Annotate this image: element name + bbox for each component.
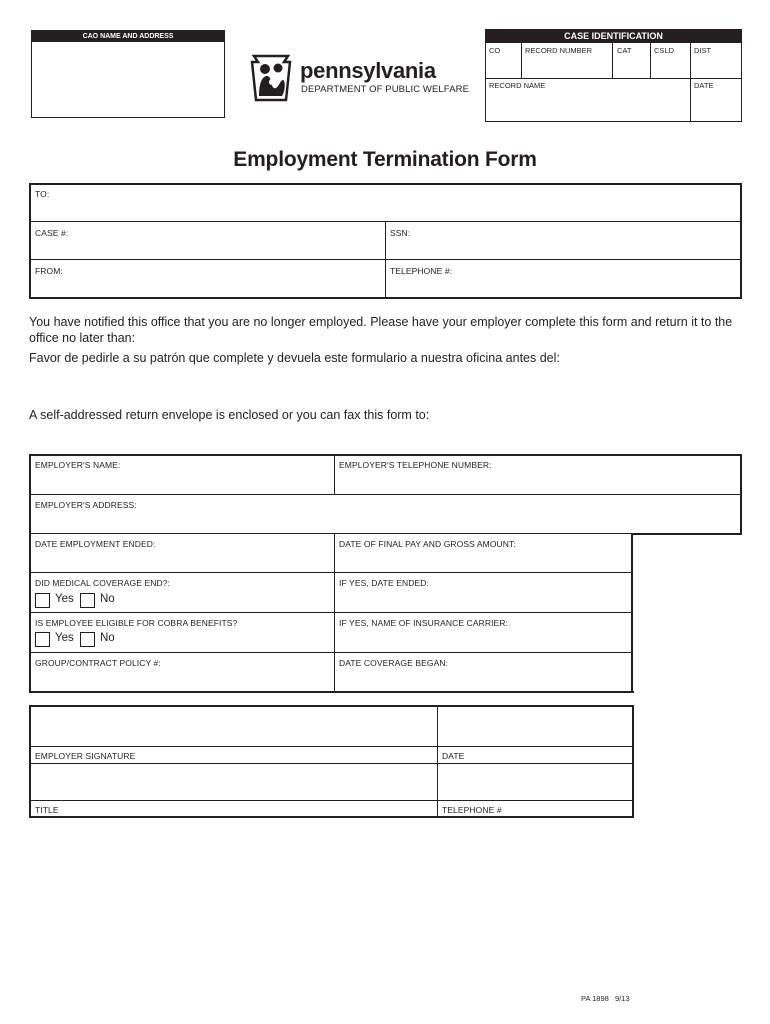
case-co-label: CO bbox=[489, 46, 501, 55]
medical-yes-label: Yes bbox=[55, 593, 74, 605]
cao-box[interactable] bbox=[31, 30, 225, 118]
medical-yes-checkbox[interactable] bbox=[35, 593, 50, 608]
policy-number-field[interactable] bbox=[32, 669, 333, 690]
logo-department: DEPARTMENT OF PUBLIC WELFARE bbox=[301, 84, 470, 95]
cobra-no-label: No bbox=[100, 632, 115, 644]
case-cat-field[interactable] bbox=[613, 56, 650, 78]
medical-no-label: No bbox=[100, 593, 115, 605]
case-cat-label: CAT bbox=[617, 46, 632, 55]
form-id: PA 1898 9/13 bbox=[581, 994, 630, 1003]
employer-signature-field[interactable] bbox=[32, 708, 436, 745]
coverage-began-label: DATE COVERAGE BEGAN: bbox=[339, 658, 449, 668]
case-record-name-field[interactable] bbox=[486, 92, 690, 121]
keystone-family-icon bbox=[250, 54, 292, 102]
case-dist-label: DIST bbox=[694, 46, 712, 55]
final-pay-field[interactable] bbox=[336, 550, 630, 571]
ssn-field[interactable] bbox=[387, 239, 740, 258]
policy-number-label: GROUP/CONTRACT POLICY #: bbox=[35, 658, 161, 668]
case-csld-label: CSLD bbox=[654, 46, 675, 55]
case-record-number-field[interactable] bbox=[522, 56, 612, 78]
employer-telephone-label: EMPLOYER'S TELEPHONE NUMBER: bbox=[339, 460, 492, 470]
employer-signature-label: EMPLOYER SIGNATURE bbox=[35, 751, 136, 761]
case-co-field[interactable] bbox=[486, 56, 521, 78]
case-date-field[interactable] bbox=[691, 92, 741, 121]
to-field[interactable] bbox=[31, 200, 740, 220]
employer-address-field[interactable] bbox=[32, 511, 739, 532]
medical-no-checkbox[interactable] bbox=[80, 593, 95, 608]
employer-telephone-field[interactable] bbox=[336, 471, 739, 493]
cao-header: CAO NAME AND ADDRESS bbox=[32, 31, 224, 42]
pennsylvania-logo bbox=[250, 54, 292, 102]
instructions-envelope: A self-addressed return envelope is enclosed or you can fax this form to: bbox=[29, 408, 430, 422]
signature-date-field[interactable] bbox=[439, 708, 631, 745]
final-pay-label: DATE OF FINAL PAY AND GROSS AMOUNT: bbox=[339, 539, 516, 549]
case-dist-field[interactable] bbox=[691, 56, 741, 78]
cobra-yes-checkbox[interactable] bbox=[35, 632, 50, 647]
cobra-no-checkbox[interactable] bbox=[80, 632, 95, 647]
to-label: TO: bbox=[35, 189, 50, 199]
cobra-eligible-label: IS EMPLOYEE ELIGIBLE FOR COBRA BENEFITS? bbox=[35, 618, 238, 628]
signature-date-label: DATE bbox=[442, 751, 465, 761]
if-yes-date-field[interactable] bbox=[336, 589, 630, 611]
employer-name-label: EMPLOYER'S NAME: bbox=[35, 460, 121, 470]
if-yes-carrier-field[interactable] bbox=[336, 629, 630, 651]
from-label: FROM: bbox=[35, 266, 63, 276]
from-field[interactable] bbox=[31, 277, 384, 296]
employer-address-label: EMPLOYER'S ADDRESS: bbox=[35, 500, 137, 510]
medical-coverage-label: DID MEDICAL COVERAGE END?: bbox=[35, 578, 171, 588]
signature-telephone-label: TELEPHONE # bbox=[442, 805, 502, 815]
if-yes-date-label: IF YES, DATE ENDED: bbox=[339, 578, 429, 588]
date-employment-ended-field[interactable] bbox=[32, 550, 333, 571]
case-identification-header: CASE IDENTIFICATION bbox=[486, 30, 741, 43]
case-csld-field[interactable] bbox=[651, 56, 690, 78]
ssn-label: SSN: bbox=[390, 228, 411, 238]
cobra-yes-label: Yes bbox=[55, 632, 74, 644]
logo-name: pennsylvania bbox=[300, 58, 436, 83]
employer-name-field[interactable] bbox=[32, 471, 333, 493]
telephone-label: TELEPHONE #: bbox=[390, 266, 453, 276]
case-number-label: CASE #: bbox=[35, 228, 69, 238]
coverage-began-field[interactable] bbox=[336, 669, 630, 690]
signature-telephone-field[interactable] bbox=[439, 765, 631, 799]
if-yes-carrier-label: IF YES, NAME OF INSURANCE CARRIER: bbox=[339, 618, 509, 628]
telephone-field[interactable] bbox=[387, 277, 740, 296]
case-record-name-label: RECORD NAME bbox=[489, 81, 546, 90]
case-record-number-label: RECORD NUMBER bbox=[525, 46, 593, 55]
instructions-spanish: Favor de pedirle a su patrón que complete y devuela este formulario a nuestra oficina antes del: bbox=[29, 351, 560, 365]
date-employment-ended-label: DATE EMPLOYMENT ENDED: bbox=[35, 539, 156, 549]
title-label: TITLE bbox=[35, 805, 59, 815]
case-number-field[interactable] bbox=[31, 239, 384, 258]
title-field[interactable] bbox=[32, 765, 436, 799]
page-title: Employment Termination Form bbox=[233, 148, 537, 171]
instructions-english: You have notified this office that you are no longer employed. Please have your employer complete this form and return it to the office no later than: bbox=[29, 315, 733, 345]
case-date-label: DATE bbox=[694, 81, 714, 90]
